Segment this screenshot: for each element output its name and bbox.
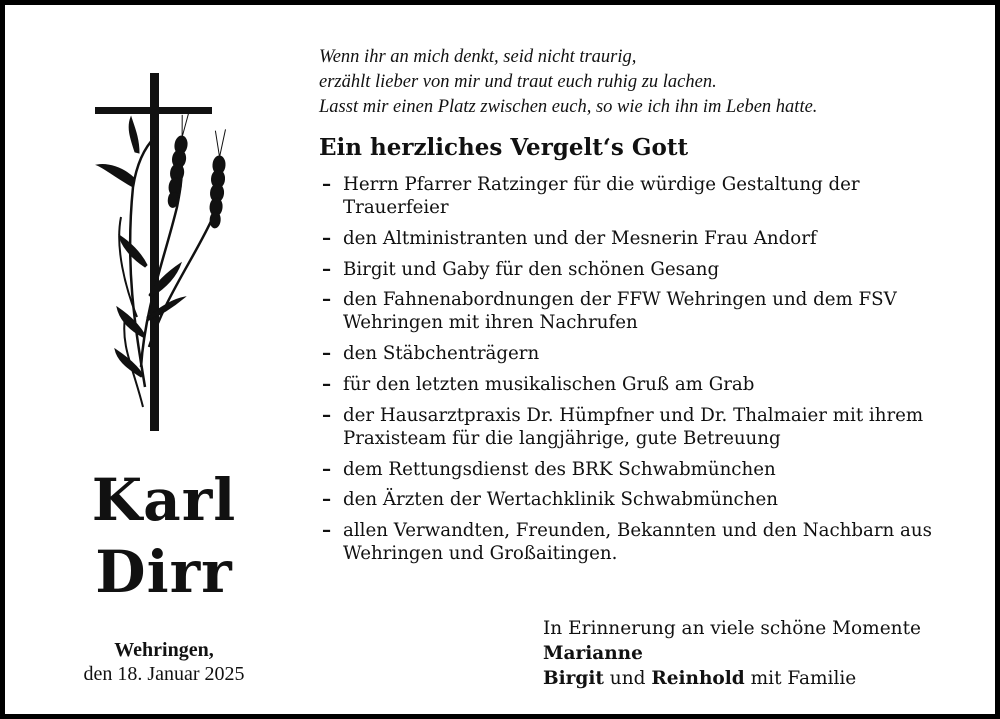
thanks-item-text: für den letzten musikalischen Gruß am Grab	[343, 373, 755, 395]
family-suffix: mit Familie	[744, 668, 857, 689]
closing-line: In Erinnerung an viele schöne Momente	[543, 618, 921, 639]
bullet: –	[322, 289, 332, 311]
left-column	[5, 5, 305, 714]
closing-signature	[543, 616, 983, 691]
thanks-item-text: dem Rettungsdienst des BRK Schwabmünchen	[343, 458, 776, 480]
deceased-last-name: Dirr	[95, 538, 233, 606]
thanks-item-text: Herrn Pfarrer Ratzinger für die würdige Gestaltung der Trauerfeier	[343, 174, 860, 218]
deceased-first-name: Karl	[91, 466, 237, 534]
place-of-residence: Wehringen,	[114, 639, 214, 661]
thanks-list	[319, 173, 969, 573]
thanks-item-text: Birgit und Gaby für den schönen Gesang	[343, 258, 720, 280]
bullet: –	[322, 343, 332, 365]
thanks-item	[319, 373, 969, 396]
thanks-item-text: den Ärzten der Wertachklinik Schwabmünchen	[343, 489, 778, 511]
thanks-heading: Ein herzliches Vergelt‘s Gott	[319, 134, 689, 161]
thanks-item	[319, 342, 969, 365]
mourner-name: Birgit	[543, 668, 604, 689]
poem-line: Wenn ihr an mich denkt, seid nicht traurig,	[319, 47, 637, 67]
thanks-item	[319, 458, 969, 481]
bullet: –	[322, 174, 332, 195]
thanks-item	[319, 173, 969, 219]
poem	[319, 45, 979, 120]
thanks-item-text: den Stäbchenträgern	[343, 343, 540, 365]
cross-with-wheat-icon	[85, 67, 235, 437]
bullet: –	[322, 489, 332, 511]
thanks-item	[319, 227, 969, 250]
mourner-name: Reinhold	[651, 668, 745, 689]
poem-line: Lasst mir einen Platz zwischen euch, so wie ich ihn im Leben hatte.	[319, 97, 818, 117]
thanks-item-text: der Hausarztpraxis Dr. Hümpfner und Dr. Thalmaier mit ihrem Praxisteam für die langjährige, gute Betreuung	[343, 404, 924, 449]
thanks-item-text: den Altministranten und der Mesnerin Frau Andorf	[343, 227, 817, 249]
thanks-item	[319, 488, 969, 511]
bullet: –	[322, 458, 332, 480]
thanks-item-text: allen Verwandten, Freunden, Bekannten und den Nachbarn aus Wehringen und Großaitingen.	[343, 520, 932, 565]
thanks-item	[319, 258, 969, 281]
mourner-name: Marianne	[543, 643, 643, 664]
thanks-item-text: den Fahnenabordnungen der FFW Wehringen und dem FSV Wehringen mit ihren Nachrufen	[343, 289, 897, 334]
bullet: –	[322, 404, 332, 426]
bullet: –	[322, 258, 332, 280]
bullet: –	[322, 227, 332, 249]
conjunction: und	[603, 668, 652, 689]
bullet: –	[322, 520, 332, 542]
bullet: –	[322, 373, 332, 395]
thanks-item	[319, 288, 969, 334]
poem-line: erzählt lieber von mir und traut euch ruhig zu lachen.	[319, 72, 717, 92]
thanks-item	[319, 519, 969, 565]
date-line: den 18. Januar 2025	[83, 663, 245, 685]
thanks-item	[319, 404, 969, 450]
